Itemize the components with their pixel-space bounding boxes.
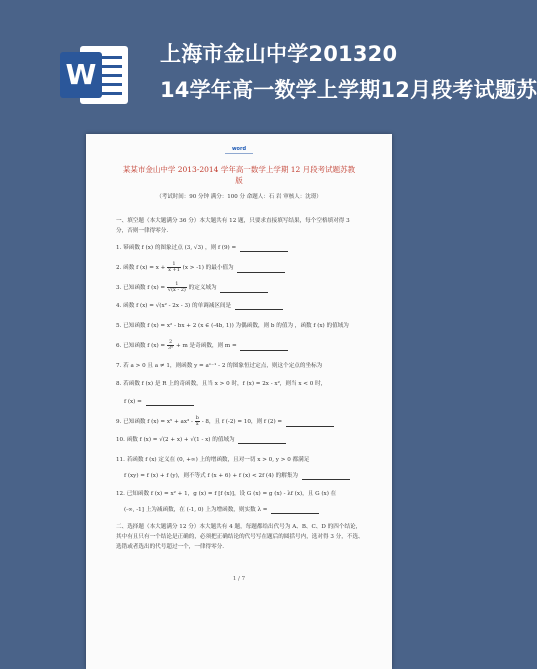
section-2-line-3: 选错或者选出的代号超过一个，一律得零分. <box>116 544 225 550</box>
question-number: 12. <box>116 491 125 497</box>
question-math: (3, √3) <box>184 245 204 251</box>
section-2-line-1: 二、选择题（本大题满分 12 分）本大题共有 4 题，每题都给出代号为 A、B、C、D 的四个结论， <box>116 524 362 530</box>
question-text: f (x) = <box>124 399 142 405</box>
question-8 <box>116 380 378 388</box>
document-header-logo <box>86 146 392 154</box>
document-title-line-2: 版 <box>235 176 243 185</box>
question-2 <box>116 262 378 273</box>
question-12-cont <box>124 506 386 514</box>
question-number: 7. <box>116 363 122 369</box>
question-text: 的定义域为 <box>188 285 217 291</box>
question-4 <box>116 302 378 310</box>
question-10 <box>116 436 378 444</box>
question-text: 若函数 f (x) 是 R 上的奇函数，且当 x > 0 时，f (x) = 2x - x²，则当 x < 0 时， <box>123 381 327 387</box>
document-title <box>106 164 372 186</box>
question-1 <box>116 244 378 252</box>
question-text: 函数 f (x) = x + <box>123 265 166 271</box>
answer-blank[interactable] <box>302 473 350 480</box>
question-text: 函数 f (x) = √(x² - 2x - 3) 的单调减区间是 <box>123 303 232 309</box>
page-title-line-1: 上海市金山中学201320 <box>160 42 398 66</box>
answer-blank[interactable] <box>240 344 288 351</box>
banner <box>0 0 537 135</box>
question-text: 已知函数 f (x) = <box>123 285 166 291</box>
question-5 <box>116 322 378 330</box>
question-text: + m 是奇函数，则 m = <box>176 343 237 349</box>
question-9 <box>116 416 378 427</box>
question-text: 若函数 f (x) 定义在 (0, +∞) 上的增函数，且对一切 x > 0, y > 0 都满足 <box>126 457 310 463</box>
section-2-line-2: 其中有且只有一个结论是正确的，必须把正确结论的代号写在题后的圆括号内，选对得 3 分，不选、 <box>116 534 364 540</box>
page-number: 1 / 7 <box>232 576 246 582</box>
question-number: 1. <box>116 245 122 251</box>
answer-blank[interactable] <box>235 303 283 310</box>
question-11-cont <box>124 472 386 480</box>
fraction: $\frac{1}{√(x - 2)}$ <box>167 281 186 293</box>
question-6 <box>116 340 378 351</box>
question-number: 6. <box>116 343 122 349</box>
answer-blank[interactable] <box>286 420 334 427</box>
question-text: - 8，且 f (-2) = 10，则 f (2) = <box>201 419 283 425</box>
word-icon <box>58 38 132 112</box>
question-number: 5. <box>116 323 122 329</box>
question-8-cont <box>124 398 386 406</box>
answer-blank[interactable] <box>271 507 319 514</box>
fraction: $\frac{b}{x}$ <box>195 415 199 427</box>
question-text: 已知函数 f (x) = <box>123 343 166 349</box>
document-title-line-1: 某某市金山中学 2013-2014 学年高一数学上学期 12 月段考试题苏教 <box>122 165 356 174</box>
question-text: 已知函数 f (x) = x⁵ + ax³ - <box>123 419 193 425</box>
question-text: 若 a > 0 且 a ≠ 1，则函数 y = aˣ⁻¹ - 2 的图象恒过定点，则这个定点的坐标为 <box>123 363 323 369</box>
question-number: 4. <box>116 303 122 309</box>
question-text: 幂函数 f (x) 的图象过点 <box>123 245 183 251</box>
question-number: 2. <box>116 265 122 271</box>
question-text: (x > -1) 的最小值为 <box>182 265 234 271</box>
question-7 <box>116 362 378 370</box>
header-logo-text: word <box>231 146 247 152</box>
question-text: 已知函数 f (x) = x² + 1，g (x) = f [f (x)]，设 G (x) = g (x) - λf (x)，且 G (x) 在 <box>126 491 337 497</box>
answer-blank[interactable] <box>220 286 268 293</box>
question-text: (-∞, -1] 上为减函数，在 (-1, 0) 上为增函数，则实数 λ = <box>124 507 268 513</box>
question-number: 3. <box>116 285 122 291</box>
question-number: 9. <box>116 419 122 425</box>
exam-meta: （考试时间：90 分钟 满分：100 分 命题人：石 岩 审核人：沈璟） <box>156 194 322 200</box>
question-12 <box>116 490 378 498</box>
question-text: ，则 f (9) = <box>204 245 237 251</box>
question-text: 已知函数 f (x) = x² - bx + 2 (x ∈ (-4b, 1)) 为偶函数，则 b 的值为 ，函数 f (x) 的值域为 <box>123 323 349 329</box>
header-logo-bar <box>225 153 253 154</box>
question-text: 函数 f (x) = √(2 + x) + √(1 - x) 的值域为 <box>126 437 235 443</box>
document-page <box>86 134 392 669</box>
question-3 <box>116 282 378 293</box>
question-number: 10. <box>116 437 125 443</box>
question-number: 8. <box>116 381 122 387</box>
answer-blank[interactable] <box>240 245 288 252</box>
instructions-line-1: 一、填空题（本大题满分 36 分）本大题共有 12 题，只要求直接填写结果，每个空格填对得 3 <box>116 218 350 224</box>
word-logo-letter: W <box>65 58 97 91</box>
answer-blank[interactable] <box>237 266 285 273</box>
page-title-line-2: 14学年高一数学上学期12月段考试题苏 <box>160 78 537 102</box>
question-text: f (xy) = f (x) + f (y)，则不等式 f (x + 6) + f (x) < 2f (4) 的解集为 <box>124 473 299 479</box>
instructions-line-2: 分，否则一律得零分. <box>116 228 169 234</box>
answer-blank[interactable] <box>238 437 286 444</box>
question-number: 11. <box>116 457 125 463</box>
answer-blank[interactable] <box>146 399 194 406</box>
fraction: $\frac{1}{x +1}$ <box>168 261 180 273</box>
fraction: $\frac{2}{\text{3ˣ}}$ <box>167 339 174 351</box>
question-11 <box>116 456 378 464</box>
